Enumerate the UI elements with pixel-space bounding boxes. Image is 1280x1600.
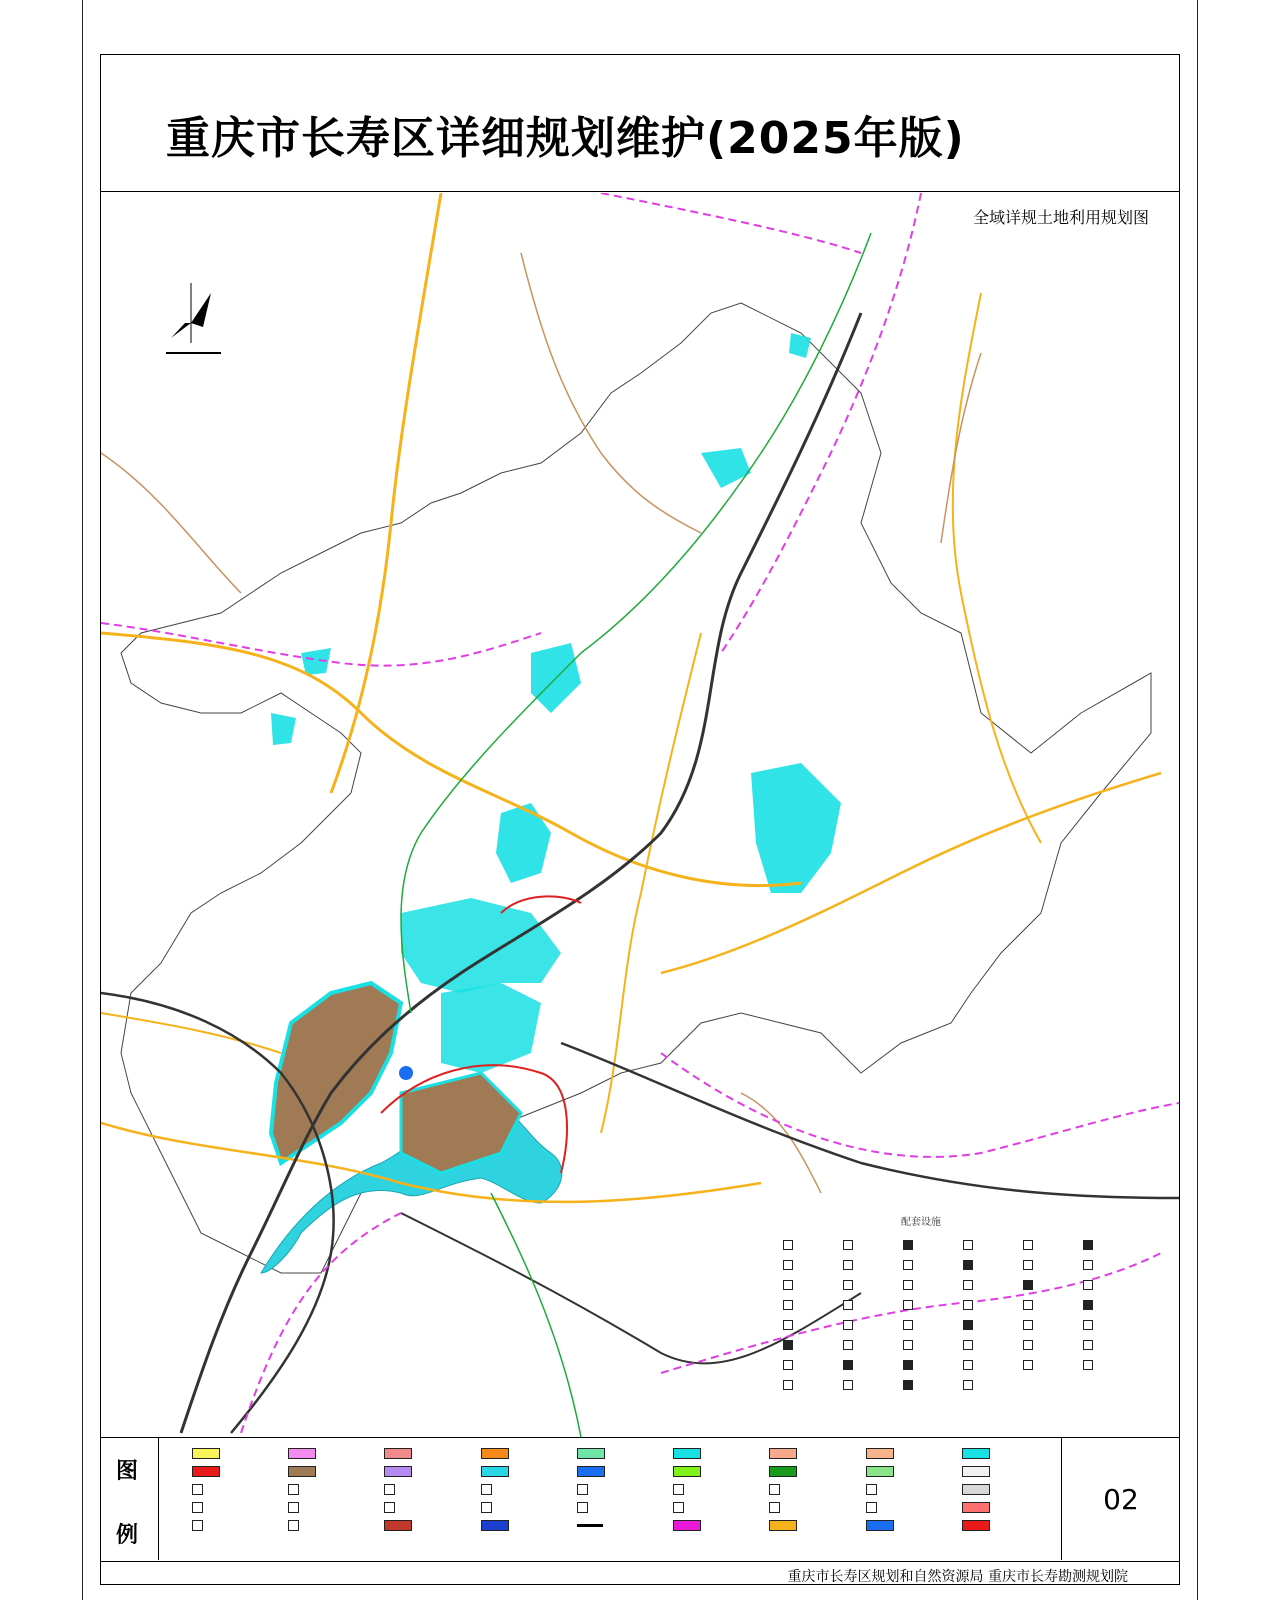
legend-item — [962, 1480, 1052, 1498]
map-canvas[interactable] — [101, 193, 1179, 1437]
facility-icon — [1083, 1280, 1093, 1290]
legend-item — [384, 1498, 474, 1516]
legend-swatch — [481, 1466, 509, 1477]
legend-swatch — [288, 1502, 299, 1513]
legend-swatch — [962, 1484, 990, 1495]
legend-item — [866, 1462, 956, 1480]
legend-swatch — [192, 1502, 203, 1513]
facility-icon — [783, 1380, 793, 1390]
legend-item — [288, 1498, 378, 1516]
facility-item — [843, 1355, 903, 1375]
legend-item — [769, 1480, 859, 1498]
legend-item — [577, 1462, 667, 1480]
facility-icon — [843, 1260, 853, 1270]
facility-icon — [963, 1300, 973, 1310]
facility-icon — [1023, 1340, 1033, 1350]
facility-item — [1023, 1335, 1083, 1355]
facility-icon — [1083, 1360, 1093, 1370]
legend-swatch — [481, 1484, 492, 1495]
road-major — [953, 293, 1041, 843]
facility-icon — [963, 1340, 973, 1350]
facility-icon — [903, 1360, 913, 1370]
town-west-2 — [271, 713, 296, 745]
facility-icon — [903, 1260, 913, 1270]
admin-boundary — [721, 193, 921, 653]
legend-swatch — [384, 1466, 412, 1477]
legend-swatch — [769, 1484, 780, 1495]
legend-item — [577, 1444, 667, 1462]
facility-icon — [903, 1380, 913, 1390]
legend-item — [962, 1462, 1052, 1480]
legend-item — [481, 1516, 571, 1534]
legend-swatch — [288, 1520, 299, 1531]
legend-item — [673, 1480, 763, 1498]
urban-core-west — [271, 983, 401, 1163]
facility-icon — [903, 1300, 913, 1310]
facility-legend — [783, 1213, 1143, 1413]
facility-icon — [783, 1360, 793, 1370]
legend-swatch — [962, 1466, 990, 1477]
facility-item — [963, 1235, 1023, 1255]
legend-item — [481, 1480, 571, 1498]
facility-icon — [1083, 1240, 1093, 1250]
facility-icon — [1083, 1340, 1093, 1350]
legend-swatch — [384, 1484, 395, 1495]
legend-item — [769, 1444, 859, 1462]
legend-swatch — [288, 1466, 316, 1477]
facility-item — [963, 1375, 1023, 1395]
facility-icon — [963, 1240, 973, 1250]
facility-icon — [783, 1340, 793, 1350]
legend-swatch — [481, 1502, 492, 1513]
legend-item — [481, 1498, 571, 1516]
town-north-3 — [789, 333, 811, 358]
legend-swatch — [577, 1524, 603, 1527]
facility-item — [1023, 1275, 1083, 1295]
facility-item — [903, 1275, 963, 1295]
legend-item — [769, 1516, 859, 1534]
facility-legend-title: 配套设施 — [901, 1217, 941, 1228]
legend-heading-top: 图 — [116, 1459, 139, 1484]
legend-swatch — [288, 1448, 316, 1459]
facility-icon — [963, 1280, 973, 1290]
legend-heading — [100, 1438, 159, 1560]
legend-item — [769, 1462, 859, 1480]
legend-swatch — [192, 1520, 203, 1531]
facility-icon — [783, 1280, 793, 1290]
facility-icon — [1023, 1280, 1033, 1290]
facility-item — [783, 1235, 843, 1255]
legend-item — [192, 1480, 282, 1498]
facility-icon — [963, 1360, 973, 1370]
facility-icon — [1083, 1300, 1093, 1310]
admin-boundary — [601, 193, 861, 253]
legend-swatch — [577, 1466, 605, 1477]
facility-item — [903, 1315, 963, 1335]
legend-item — [673, 1462, 763, 1480]
facility-icon — [843, 1360, 853, 1370]
lake — [399, 1066, 413, 1080]
legend-item — [866, 1516, 956, 1534]
legend-item — [866, 1498, 956, 1516]
legend-swatch — [384, 1448, 412, 1459]
page-number-box — [1061, 1438, 1180, 1560]
map-subtitle: 全域详规土地利用规划图 — [972, 208, 1149, 227]
facility-item — [843, 1295, 903, 1315]
legend-swatch — [866, 1484, 877, 1495]
facility-icon — [783, 1320, 793, 1330]
legend-swatch — [192, 1484, 203, 1495]
facility-item — [783, 1315, 843, 1335]
facility-item — [963, 1335, 1023, 1355]
facility-icon — [783, 1260, 793, 1270]
legend-item — [866, 1444, 956, 1462]
facility-icon — [903, 1240, 913, 1250]
legend-item — [962, 1444, 1052, 1462]
facility-icon — [783, 1300, 793, 1310]
facility-item — [903, 1235, 963, 1255]
facility-icon — [1083, 1260, 1093, 1270]
legend-swatch — [577, 1448, 605, 1459]
legend-item — [192, 1498, 282, 1516]
facility-item — [1083, 1255, 1143, 1275]
facility-item — [1083, 1235, 1143, 1255]
facility-item — [843, 1335, 903, 1355]
admin-boundary — [241, 1213, 401, 1433]
legend-item — [673, 1516, 763, 1534]
legend-swatch — [288, 1484, 299, 1495]
legend-swatch — [192, 1448, 220, 1459]
road-minor — [741, 1093, 821, 1193]
north-arrow-icon — [166, 283, 221, 353]
legend-swatch — [673, 1466, 701, 1477]
facility-item — [963, 1255, 1023, 1275]
facility-icon — [843, 1240, 853, 1250]
legend-swatch — [673, 1484, 684, 1495]
facility-icon — [1023, 1320, 1033, 1330]
facility-icon — [1023, 1300, 1033, 1310]
facility-icon — [903, 1320, 913, 1330]
town-gehe — [496, 803, 551, 883]
facility-item — [963, 1355, 1023, 1375]
facility-item — [903, 1255, 963, 1275]
facility-item — [843, 1375, 903, 1395]
legend-swatch-grid — [192, 1444, 1052, 1556]
legend-swatch — [384, 1502, 395, 1513]
facility-icon — [1083, 1320, 1093, 1330]
green-line — [491, 1193, 581, 1437]
facility-icon — [843, 1380, 853, 1390]
legend-item — [962, 1516, 1052, 1534]
legend-item — [962, 1498, 1052, 1516]
legend-swatch — [769, 1448, 797, 1459]
road-major — [101, 1013, 281, 1053]
legend-swatch — [673, 1502, 684, 1513]
facility-icon — [843, 1280, 853, 1290]
facility-item — [783, 1275, 843, 1295]
legend-swatch — [384, 1520, 412, 1531]
facility-item — [963, 1275, 1023, 1295]
legend-item — [866, 1480, 956, 1498]
facility-icon — [903, 1340, 913, 1350]
facility-item — [903, 1295, 963, 1315]
facility-item — [1023, 1315, 1083, 1335]
legend-swatch — [192, 1466, 220, 1477]
facility-icon — [843, 1320, 853, 1330]
legend-swatch — [577, 1484, 588, 1495]
facility-item — [783, 1335, 843, 1355]
legend-item — [673, 1444, 763, 1462]
legend-item — [577, 1516, 667, 1534]
facility-item — [783, 1375, 843, 1395]
page-title: 重庆市长寿区详细规划维护(2025年版) — [166, 113, 965, 164]
legend-panel — [100, 1437, 1180, 1560]
facility-item — [963, 1315, 1023, 1335]
legend-swatch — [962, 1520, 990, 1531]
road-major — [661, 773, 1161, 973]
legend-item — [481, 1444, 571, 1462]
facility-item — [1083, 1355, 1143, 1375]
town-yanhe — [751, 763, 841, 893]
facility-icon — [843, 1300, 853, 1310]
legend-swatch — [673, 1520, 701, 1531]
legend-swatch — [481, 1520, 509, 1531]
facility-item — [843, 1275, 903, 1295]
legend-swatch — [769, 1502, 780, 1513]
facility-item — [783, 1295, 843, 1315]
facility-item — [1023, 1355, 1083, 1375]
facility-icon — [1023, 1360, 1033, 1370]
facility-item — [1083, 1275, 1143, 1295]
legend-swatch — [866, 1502, 877, 1513]
legend-swatch — [769, 1466, 797, 1477]
facility-item — [1083, 1315, 1143, 1335]
facility-item — [903, 1375, 963, 1395]
legend-swatch — [866, 1466, 894, 1477]
facility-icon — [843, 1340, 853, 1350]
legend-item — [384, 1462, 474, 1480]
footer-credit: 重庆市长寿区规划和自然资源局 重庆市长寿勘测规划院 — [787, 1569, 1128, 1585]
facility-icon — [963, 1380, 973, 1390]
facility-item — [843, 1235, 903, 1255]
facility-item — [783, 1255, 843, 1275]
facility-icon — [963, 1260, 973, 1270]
urban-core-east — [441, 983, 541, 1073]
legend-item — [288, 1480, 378, 1498]
legend-item — [769, 1498, 859, 1516]
facility-icon — [903, 1280, 913, 1290]
legend-item — [288, 1516, 378, 1534]
legend-item — [384, 1444, 474, 1462]
legend-item — [288, 1462, 378, 1480]
footer — [100, 1561, 1180, 1585]
facility-icon — [963, 1320, 973, 1330]
legend-swatch — [577, 1502, 588, 1513]
facility-item — [843, 1315, 903, 1335]
facility-icon — [1023, 1260, 1033, 1270]
facility-item — [903, 1335, 963, 1355]
town-north-2 — [701, 448, 751, 488]
legend-item — [192, 1444, 282, 1462]
facility-item — [843, 1255, 903, 1275]
legend-item — [192, 1462, 282, 1480]
facility-item — [783, 1355, 843, 1375]
facility-item — [903, 1355, 963, 1375]
facility-icon-grid — [783, 1235, 1143, 1395]
facility-item — [1083, 1335, 1143, 1355]
legend-swatch — [481, 1448, 509, 1459]
legend-swatch — [962, 1502, 990, 1513]
urban-core-north — [401, 898, 561, 993]
road-minor — [101, 453, 241, 593]
legend-swatch — [769, 1520, 797, 1531]
legend-item — [384, 1480, 474, 1498]
legend-item — [673, 1498, 763, 1516]
facility-icon — [1023, 1240, 1033, 1250]
title-bar — [100, 54, 1180, 192]
facility-icon — [783, 1240, 793, 1250]
legend-heading-bottom: 例 — [116, 1523, 139, 1548]
legend-swatch — [673, 1448, 701, 1459]
facility-item — [1083, 1295, 1143, 1315]
legend-item — [577, 1498, 667, 1516]
road-minor — [941, 353, 981, 543]
facility-item — [1023, 1235, 1083, 1255]
facility-item — [963, 1295, 1023, 1315]
legend-swatch — [866, 1520, 894, 1531]
facility-item — [1023, 1295, 1083, 1315]
admin-boundary — [661, 1053, 1179, 1157]
legend-item — [192, 1516, 282, 1534]
legend-item — [384, 1516, 474, 1534]
road-major — [601, 633, 701, 1133]
facility-item — [1023, 1255, 1083, 1275]
legend-item — [481, 1462, 571, 1480]
legend-item — [577, 1480, 667, 1498]
legend-swatch — [866, 1448, 894, 1459]
legend-swatch — [962, 1448, 990, 1459]
legend-item — [288, 1444, 378, 1462]
page-number: 02 — [1103, 1482, 1139, 1516]
road-major — [331, 193, 441, 793]
